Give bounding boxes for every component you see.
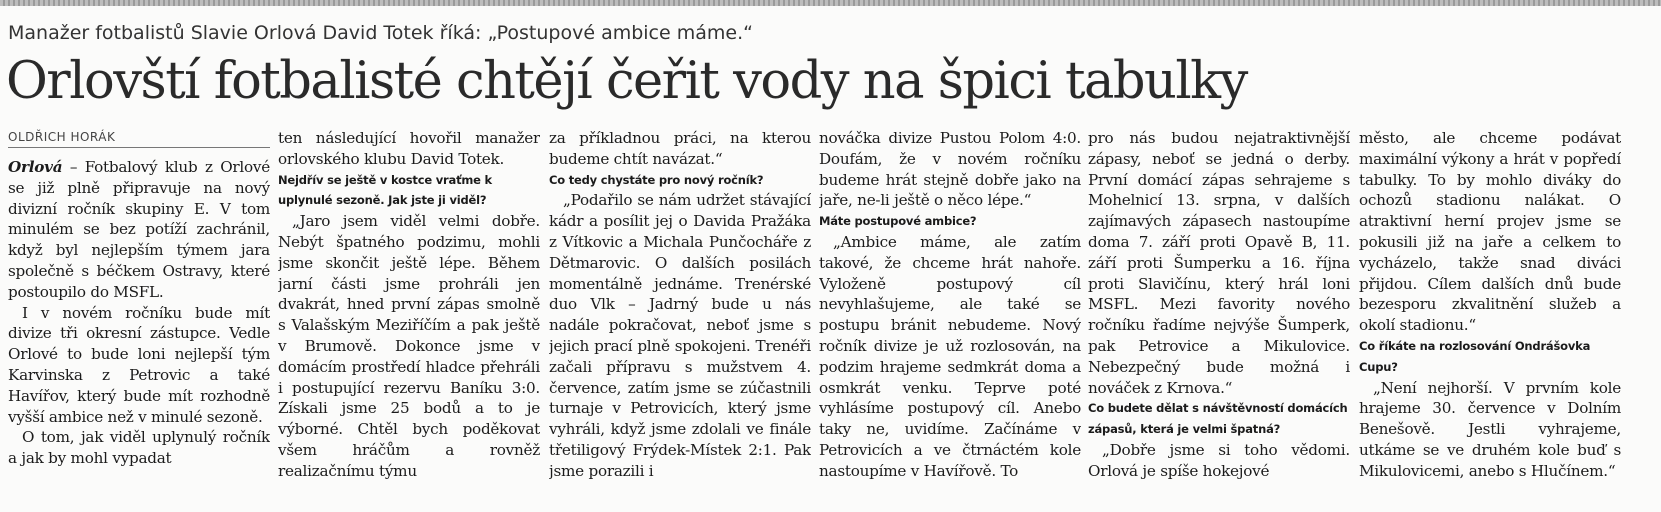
column-paragraph: pro nás budou nejatraktivnější zápasy, neboť se jedná o derby. První domácí zápas sehrajeme s Mohelnicí 13. srpna, v dalších zajímavých zápasech nastoupíme doma 7. září proti Opavě B, 11. září proti Šumperku a 16. října proti Slavičínu, který hrál loni MSFL. Mezi favority nového ročníku řadíme nejvýše Šumperk, pak Petrovice a Mikulovice. Nebezpečný bude možná i nováček z Krnova.“ bbox=[1088, 129, 1350, 397]
text-column-5 bbox=[1088, 128, 1350, 512]
interview-answer: „Dobře jsme si toho vědomi. Orlová je spíše hokejové bbox=[1088, 440, 1350, 480]
interview-answer: „Ambice máme, ale zatím takové, že chceme hrát nahoře. Vyloženě postupový cíl nevyhlašujeme, ale také se postupu bránit nebudeme. Nový ročník divize je už rozlosován, na podzim hrajeme sedmkrát doma a osmkrát venku. Teprve poté vyhlásíme postupový cíl. Anebo taky ne, uvidíme. Začínáme v Petrovicích a ve čtrnáctém kole nastoupíme v Havířově. To bbox=[819, 232, 1081, 480]
author-byline: OLDŘICH HORÁK bbox=[8, 130, 116, 144]
interview-question: Co budete dělat s návštěvností domácích zápasů, která je velmi špatná? bbox=[1088, 401, 1348, 437]
interview-answer: „Není nejhorší. V prvním kole hrajeme 30. července v Dolním Benešově. Jestli vyhrajeme, utkáme se ve druhém kole buď s Mikulovicemi, anebo s Hlučínem.“ bbox=[1359, 378, 1621, 480]
column-paragraph: nováčka divize Pustou Polom 4:0. Doufám, že v novém ročníku budeme hrát stejně dobře jako na jaře, ne-li ještě o něco lépe.“ bbox=[819, 129, 1081, 210]
interview-question: Co tedy chystáte pro nový ročník? bbox=[549, 172, 764, 187]
text-column-1 bbox=[8, 157, 270, 512]
column-paragraph: za příkladnou práci, na kterou budeme chtít navázat.“ bbox=[549, 129, 811, 168]
text-column-4 bbox=[819, 128, 1081, 512]
column-paragraph: I v novém ročníku bude mít divize tři okresní zástupce. Vedle Orlové to bude loni nejlepší tým Karvinska z Petrovic a také Havířov, který bude mít rozhodně vyšší ambice než v minulé sezoně. bbox=[8, 303, 270, 426]
interview-answer: „Jaro jsem viděl velmi dobře. Nebýt špatného podzimu, mohli jsme skončit ještě lépe. Během jarní části jsme prohráli jen dvakrát, hned první zápas smolně s Valašským Meziříčím a pak ještě v Brumově. Dokonce jsme v domácím prostředí hladce přehráli i postupující rezervu Baníku 3:0. Získali jsme 25 bodů a to je výborné. Chtěl bych poděkovat všem hráčům a rovněž realizačnímu týmu bbox=[278, 212, 540, 480]
top-rule bbox=[0, 0, 1661, 6]
text-column-2 bbox=[278, 128, 540, 512]
column-paragraph: město, ale chceme podávat maximální výkony a hrát v popředí tabulky. To by mohlo diváky do ochozů stadionu nalákat. O atraktivní herní projev jsme se pokusili již na jaře a celkem to vycházelo, takže snad diváci přijdou. Cílem dalších dnů bude bezesporu zkvalitnění služeb a okolí stadionu.“ bbox=[1359, 129, 1621, 335]
interview-question: Co říkáte na rozlosování Ondrášovka Cupu? bbox=[1359, 338, 1591, 374]
interview-answer: „Podařilo se nám udržet stávající kádr a posílit jej o Davida Pražáka z Vítkovic a Michala Punčocháře z Dětmarovic. O dalších posilách momentálně jednáme. Trenérské duo Vlk – Jadrný bude u nás nadále pokračovat, neboť jsme s jejich prací plně spokojeni. Trenéři začali přípravu s mužstvem 4. července, zatím jsme se zúčastnili turnaje v Petrovicích, který jsme vyhráli, když jsme zdolali ve finále třetiligový Frýdek-Místek 2:1. Pak jsme porazili i bbox=[549, 191, 811, 480]
text-column-6 bbox=[1359, 128, 1621, 512]
interview-question: Nejdřív se ještě v kostce vraťme k uplynulé sezoně. Jak jste ji viděl? bbox=[278, 172, 493, 208]
column-paragraph: O tom, jak viděl uplynulý ročník a jak by mohl vypadat bbox=[8, 428, 270, 468]
text-column-3 bbox=[549, 128, 811, 512]
lead-text: – Fotbalový klub z Orlové se již plně připravuje na nový divizní ročník skupiny E. V tom minulém se bez potíží zachránil, když byl nejlepším týmem jara společně s béčkem Ostravy, které postoupilo do MSFL. bbox=[8, 158, 270, 301]
article-supertitle: Manažer fotbalistů Slavie Orlová David Totek říká: „Postupové ambice máme.“ bbox=[8, 22, 753, 44]
column-paragraph bbox=[8, 157, 270, 303]
interview-question: Máte postupové ambice? bbox=[819, 214, 977, 229]
dateline: Orlová bbox=[8, 158, 63, 176]
column-paragraph: ten následující hovořil manažer orlovského klubu David Totek. bbox=[278, 129, 540, 168]
byline-divider bbox=[8, 147, 270, 148]
article-headline: Orlovští fotbalisté chtějí čeřit vody na špici tabulky bbox=[6, 52, 1247, 111]
